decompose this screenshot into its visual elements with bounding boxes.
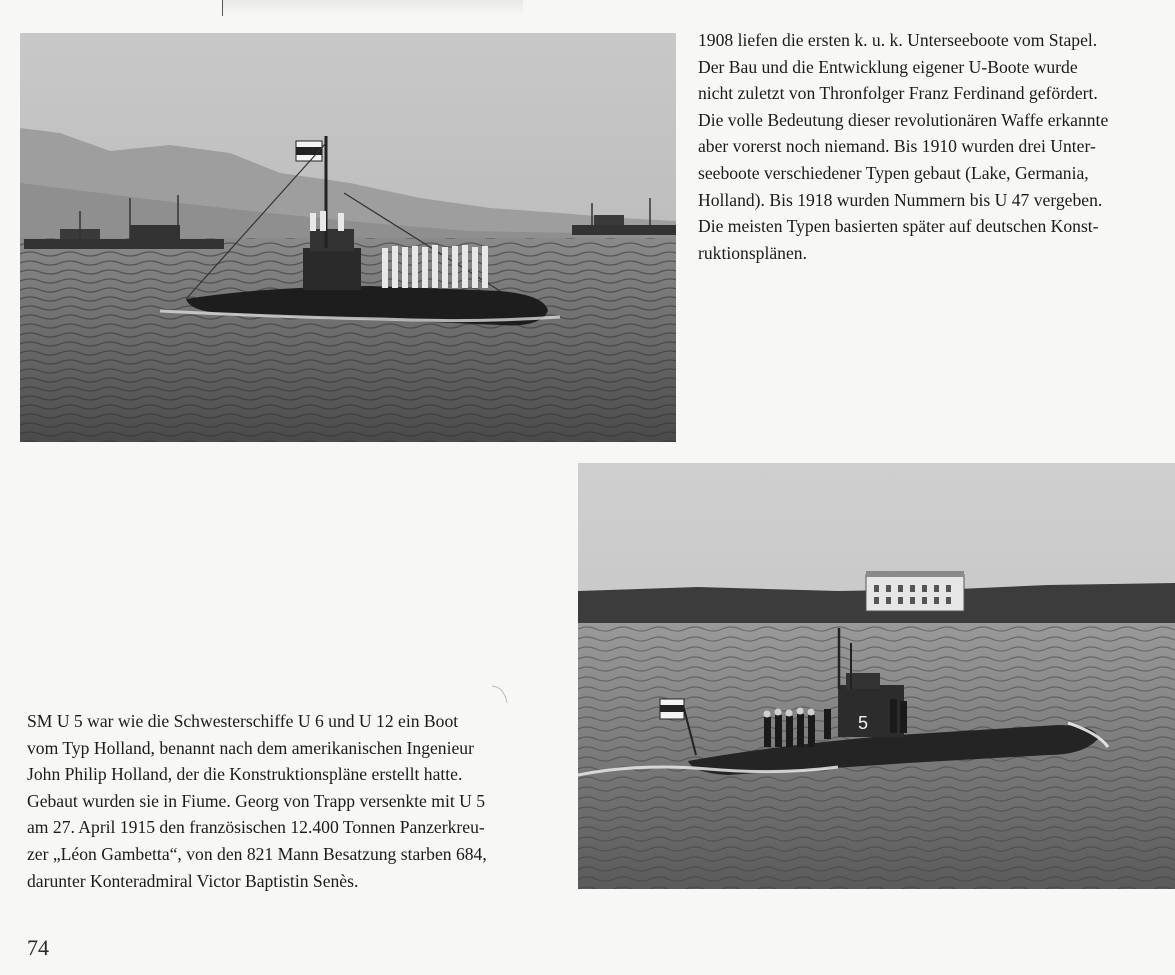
pencil-mark — [490, 683, 510, 705]
hull-number: 5 — [858, 713, 869, 733]
caption-bottom-line: vom Typ Holland, benannt nach dem amerikanischen Ingenieur — [27, 737, 474, 758]
caption-bottom-line: John Philip Holland, der die Konstruktionspläne erstellt hatte. — [27, 764, 463, 785]
submarine-photo-bottom-image — [578, 463, 1175, 889]
caption-top-line: ruktionsplänen. — [698, 242, 807, 263]
caption-top-line: Der Bau und die Entwicklung eigener U-Boote wurde — [698, 56, 1078, 77]
caption-bottom-line: SM U 5 war wie die Schwesterschiffe U 6 und U 12 ein Boot — [27, 711, 459, 731]
scan-edge-mark — [222, 0, 523, 16]
caption-bottom-line: darunter Konteradmiral Victor Baptistin Senès. — [27, 870, 359, 891]
caption-top-line: Holland). Bis 1918 wurden Nummern bis U 47 vergeben. — [698, 189, 1103, 210]
caption-top-line: seeboote verschiedener Typen gebaut (Lake, Germania, — [698, 162, 1089, 183]
submarine-photo-bottom — [578, 463, 1175, 889]
caption-bottom-line: Gebaut wurden sie in Fiume. Georg von Trapp versenkte mit U 5 — [27, 790, 486, 811]
caption-top-line: aber vorerst noch niemand. Bis 1910 wurden drei Unter- — [698, 136, 1096, 157]
submarine-photo-top-image — [20, 33, 676, 442]
submarine-photo-top — [20, 33, 676, 442]
page-number: 74 — [27, 935, 49, 960]
caption-top-line: Die volle Bedeutung dieser revolutionären Waffe erkannte — [698, 109, 1109, 130]
caption-top-line: Die meisten Typen basierten später auf deutschen Konst- — [698, 216, 1099, 237]
caption-top-line: 1908 liefen die ersten k. u. k. Unterseeboote vom Stapel. — [698, 30, 1098, 50]
caption-bottom-line: am 27. April 1915 den französischen 12.400 Tonnen Panzerkreu- — [27, 817, 485, 838]
caption-top — [698, 27, 1168, 266]
caption-bottom — [27, 708, 567, 894]
caption-top-line: nicht zuletzt von Thronfolger Franz Ferdinand gefördert. — [698, 83, 1098, 104]
caption-bottom-line: zer „Léon Gambetta“, von den 821 Mann Besatzung starben 684, — [27, 843, 487, 864]
